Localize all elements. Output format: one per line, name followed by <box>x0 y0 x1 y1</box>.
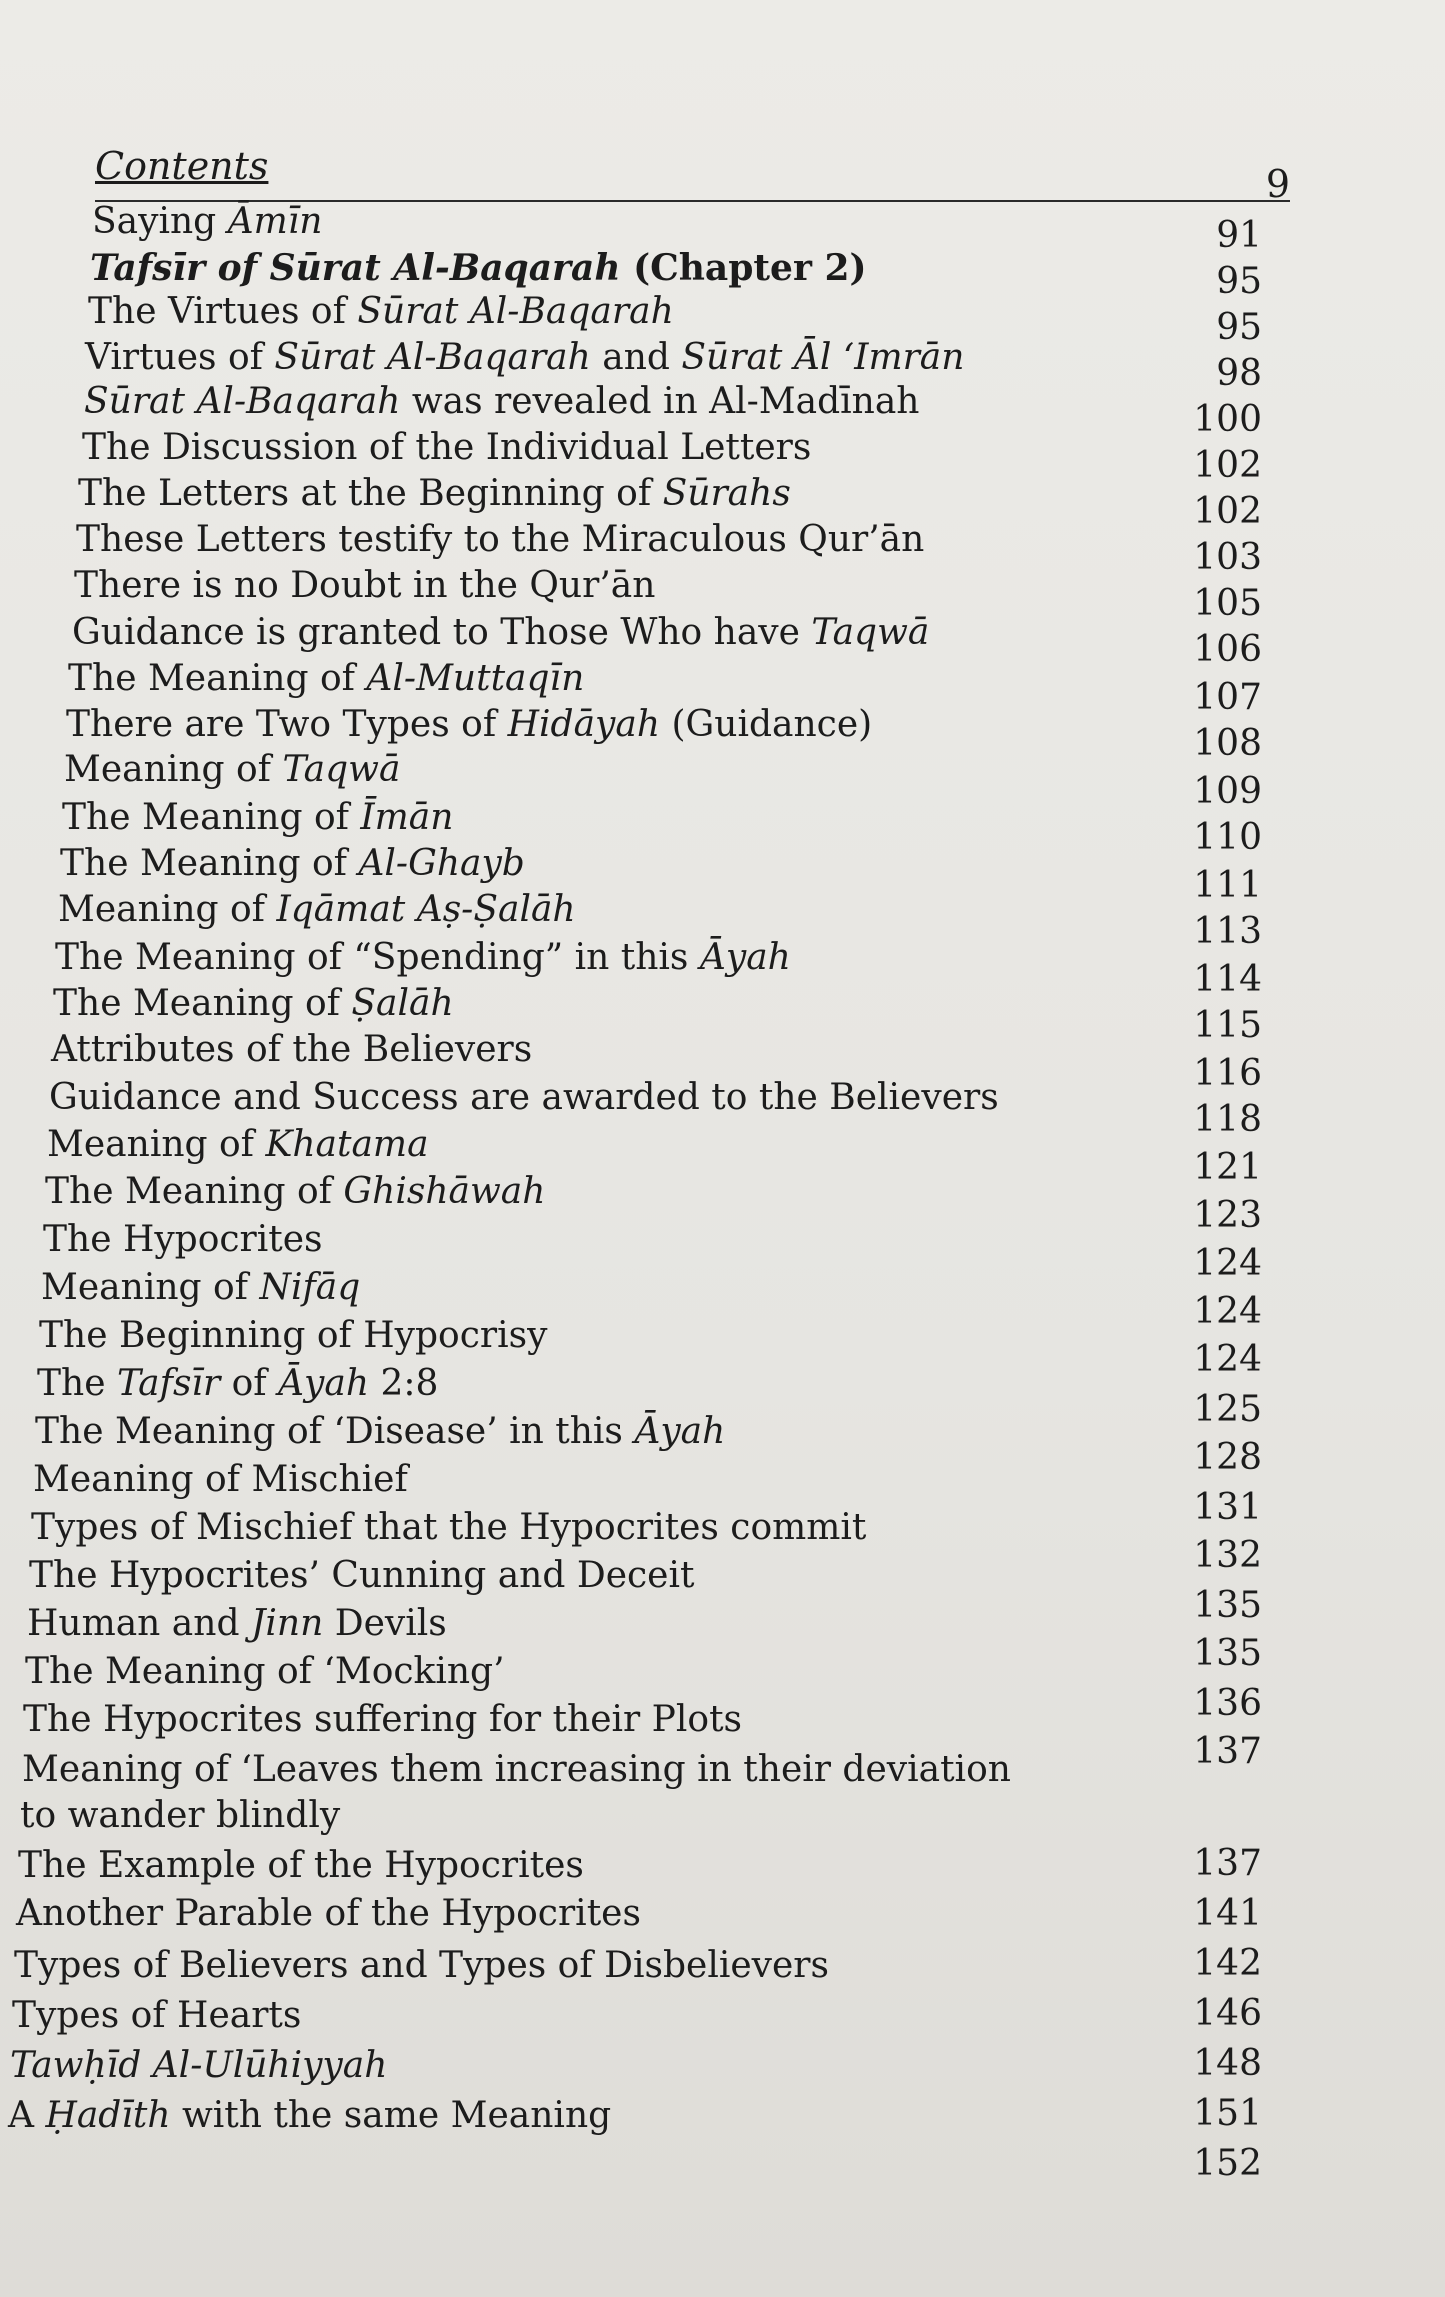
toc-entry-page: 151 <box>1193 2093 1262 2134</box>
toc-entry-title: The Tafsīr of Āyah 2:8 <box>37 1363 439 1404</box>
toc-entry-title: The Discussion of the Individual Letters <box>82 427 812 468</box>
toc-entry-title: These Letters testify to the Miraculous Qur’ān <box>76 519 925 560</box>
toc-entry-title: The Hypocrites’ Cunning and Deceit <box>29 1555 695 1596</box>
toc-entry-page: 131 <box>1193 1487 1262 1528</box>
toc-entry-title: Types of Mischief that the Hypocrites commit <box>31 1507 867 1548</box>
toc-entry-title: Saying Āmīn <box>92 201 323 242</box>
toc-entry-page: 124 <box>1193 1243 1262 1284</box>
toc-entry-title: Types of Believers and Types of Disbelievers <box>14 1945 829 1986</box>
toc-entry-title: Attributes of the Believers <box>51 1029 533 1070</box>
toc-entry-page: 103 <box>1193 537 1262 578</box>
toc-entry-page: 114 <box>1193 959 1262 1000</box>
toc-entry-page: 95 <box>1216 307 1262 348</box>
toc-entry-page: 121 <box>1193 1147 1262 1188</box>
toc-entry-page: 128 <box>1193 1437 1262 1478</box>
toc-entry-title: The Virtues of Sūrat Al-Baqarah <box>88 291 674 332</box>
toc-entry-title: The Meaning of Al-Muttaqīn <box>68 658 585 699</box>
toc-entry-page: 100 <box>1193 399 1262 440</box>
toc-entry-title: Guidance is granted to Those Who have Taqwā <box>72 612 930 653</box>
toc-entry-page: 118 <box>1193 1099 1262 1140</box>
toc-entry-title: The Beginning of Hypocrisy <box>39 1315 548 1356</box>
toc-entry-page: 115 <box>1193 1005 1262 1046</box>
toc-entry-page: 123 <box>1193 1195 1262 1236</box>
toc-entry-title: The Meaning of Al-Ghayb <box>60 843 525 884</box>
toc-entry-page: 116 <box>1193 1053 1262 1094</box>
toc-entry-title: Types of Hearts <box>12 1995 302 2036</box>
toc-entry-title: Meaning of Khatama <box>47 1124 429 1165</box>
toc-entry-title: There are Two Types of Hidāyah (Guidance) <box>66 704 873 745</box>
toc-entry-title: Meaning of Mischief <box>33 1459 408 1500</box>
page-number: 9 <box>1265 162 1290 206</box>
toc-entry-title: The Hypocrites suffering for their Plots <box>23 1699 743 1740</box>
toc-entry-page: 113 <box>1193 911 1262 952</box>
toc-entry-title: Tafsīr of Sūrat Al-Baqarah (Chapter 2) <box>90 247 867 289</box>
toc-entry-title: Meaning of ‘Leaves them increasing in their deviation <box>22 1749 1011 1790</box>
toc-entry-page: 107 <box>1193 677 1262 718</box>
toc-entry-page: 98 <box>1216 353 1262 394</box>
toc-entry-title: There is no Doubt in the Qur’ān <box>74 565 656 606</box>
toc-entry-title: The Meaning of Īmān <box>62 797 454 838</box>
toc-entry-title: The Hypocrites <box>43 1219 323 1260</box>
toc-entry-page: 105 <box>1193 583 1262 624</box>
toc-entry-title: The Meaning of ‘Mocking’ <box>25 1651 505 1692</box>
toc-entry-page: 125 <box>1193 1389 1262 1430</box>
toc-entry-title: The Example of the Hypocrites <box>18 1845 584 1886</box>
toc-entry-page: 135 <box>1193 1633 1262 1674</box>
toc-entry-title: The Meaning of “Spending” in this Āyah <box>55 937 791 978</box>
toc-entry-title: Meaning of Iqāmat Aṣ-Ṣalāh <box>58 889 576 930</box>
toc-entry-title: The Meaning of Ghishāwah <box>45 1171 546 1212</box>
toc-entry-title: The Meaning of ‘Disease’ in this Āyah <box>35 1411 726 1452</box>
toc-entry-page: 110 <box>1193 817 1262 858</box>
toc-entry-title: The Meaning of Ṣalāh <box>53 983 454 1024</box>
toc-entry-page: 135 <box>1193 1585 1262 1626</box>
toc-entry-title: to wander blindly <box>20 1795 341 1836</box>
toc-entry-page: 102 <box>1193 491 1262 532</box>
toc-entry-page: 124 <box>1193 1291 1262 1332</box>
toc-entry-title: Virtues of Sūrat Al-Baqarah and Sūrat Āl ‘Imrān <box>85 337 965 378</box>
toc-entry-page: 136 <box>1193 1683 1262 1724</box>
toc-entry-title: Meaning of Nifāq <box>41 1267 361 1308</box>
toc-entry-page: 141 <box>1193 1893 1262 1934</box>
toc-entry-page: 132 <box>1193 1535 1262 1576</box>
toc-entry-page: 148 <box>1193 2043 1262 2084</box>
toc-entry-title: Tawḥīd Al-Ulūhiyyah <box>10 2045 388 2086</box>
toc-entry-title: Human and Jinn Devils <box>27 1603 447 1644</box>
toc-entry-page: 152 <box>1193 2143 1262 2184</box>
toc-entry-page: 146 <box>1193 1993 1262 2034</box>
toc-entry-title: Sūrat Al-Baqarah was revealed in Al-Madīnah <box>84 381 920 422</box>
toc-entry-page: 142 <box>1193 1943 1262 1984</box>
toc-entry-title: Meaning of Taqwā <box>64 749 401 790</box>
toc-entry-page: 106 <box>1193 629 1262 670</box>
toc-entry-page: 111 <box>1193 865 1262 906</box>
toc-entry-title: A Ḥadīth with the same Meaning <box>8 2095 612 2136</box>
toc-entry-page: 137 <box>1193 1843 1262 1884</box>
toc-entry-title: Guidance and Success are awarded to the Believers <box>49 1077 999 1118</box>
toc-entry-page: 109 <box>1193 771 1262 812</box>
toc-entry-page: 95 <box>1216 261 1262 302</box>
toc-entry-title: Another Parable of the Hypocrites <box>16 1893 641 1934</box>
toc-entry-page: 137 <box>1193 1731 1262 1772</box>
toc-entry-page: 108 <box>1193 723 1262 764</box>
toc-entry-page: 91 <box>1216 215 1262 256</box>
page-title: Contents <box>95 144 269 188</box>
toc-entry-page: 124 <box>1193 1339 1262 1380</box>
toc-entry-title: The Letters at the Beginning of Sūrahs <box>78 473 791 514</box>
toc-entry-page: 102 <box>1193 445 1262 486</box>
